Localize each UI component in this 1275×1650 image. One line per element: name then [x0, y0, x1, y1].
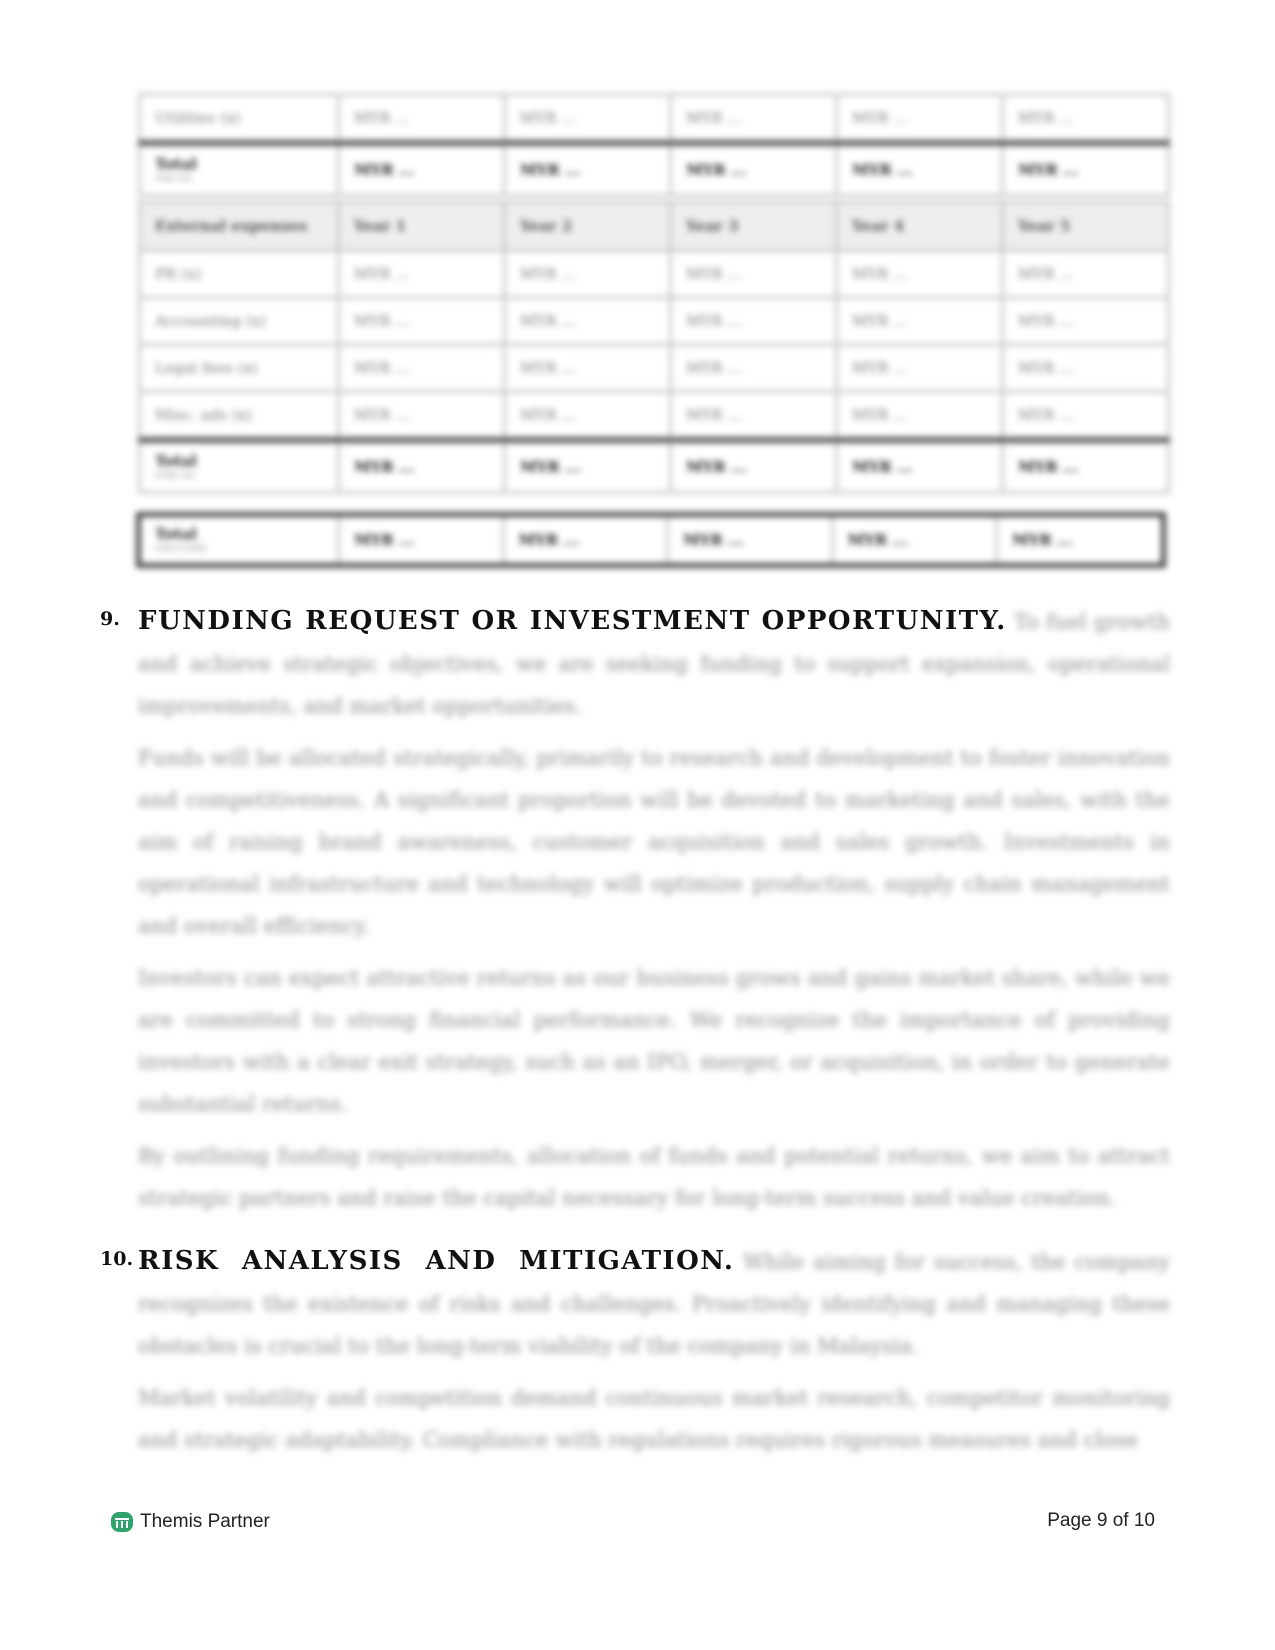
section-heading: RISK ANALYSIS AND MITIGATION. [138, 1246, 735, 1276]
table-cell: MYR ... [837, 143, 1003, 196]
table-row [140, 95, 1169, 144]
table-cell: MYR ... [1003, 251, 1169, 298]
section-lead-paragraph [138, 1240, 1170, 1367]
brand-name: Themis Partner [140, 1511, 270, 1532]
total-label: Total [155, 452, 197, 470]
table-cell: MYR ... [1003, 143, 1169, 196]
table-cell: MYR ... [339, 345, 505, 392]
table-cell: MYR ... [837, 440, 1003, 493]
external-expenses-table [138, 200, 1170, 494]
table-cell: MYR ... [1003, 95, 1169, 144]
page-number: Page 9 of 10 [1047, 1510, 1155, 1531]
section-heading: FUNDING REQUEST OR INVESTMENT OPPORTUNITY. [138, 606, 1007, 636]
table-cell: MYR ... [339, 251, 505, 298]
table-cell: MYR ... [505, 298, 671, 345]
grand-total-table [141, 517, 1161, 563]
grand-total-sublabel: (vii)+(viii) [155, 543, 207, 554]
table-cell: MYR ... [671, 440, 837, 493]
table-cell: MYR ... [1003, 440, 1169, 493]
table-cell: MYR ... [668, 517, 833, 563]
column-header: Year 1 [339, 202, 505, 251]
row-label: Accounting (x) [140, 298, 339, 345]
column-header: Year 5 [1003, 202, 1169, 251]
table-cell: MYR ... [671, 95, 837, 144]
table-cell: MYR ... [505, 143, 671, 196]
table-row [140, 298, 1169, 345]
table-row [140, 392, 1169, 441]
column-header: Year 2 [505, 202, 671, 251]
table-cell: MYR ... [1003, 298, 1169, 345]
table-cell: MYR ... [1003, 392, 1169, 441]
body-paragraph: Funds will be allocated strategically, primarily to research and development to foster innovation and competitiveness. A significant proportion will be devoted to marketing and sales, with the aim of raising brand awareness, customer acquisition and sales growth. Investments in operational infrastructure and technology will optimize production, supply chain management and overall efficiency. [138, 746, 1170, 938]
total-sublabel: (viii) (x) [155, 470, 195, 481]
expenses-table-top [138, 93, 1170, 197]
section-number: 9. [100, 608, 120, 630]
table-cell: MYR ... [837, 298, 1003, 345]
table-total-row [140, 440, 1169, 493]
total-sublabel: (vii) (x) [155, 173, 192, 184]
table-cell: MYR ... [837, 345, 1003, 392]
table-cell: MYR ... [671, 251, 837, 298]
table-cell: MYR ... [505, 392, 671, 441]
brand [110, 1510, 270, 1534]
table-total-row [140, 143, 1169, 196]
table-cell: MYR ... [339, 143, 505, 196]
table-cell: MYR ... [837, 251, 1003, 298]
table-cell: MYR ... [505, 95, 671, 144]
table-row [140, 345, 1169, 392]
column-header: Year 3 [671, 202, 837, 251]
table-cell: MYR ... [339, 517, 504, 563]
table-cell: MYR ... [339, 95, 505, 144]
table-cell: MYR ... [339, 298, 505, 345]
column-header: Year 4 [837, 202, 1003, 251]
page-footer [110, 1510, 1155, 1540]
themis-logo-icon [110, 1510, 134, 1534]
grand-total-label: Total [155, 525, 197, 543]
table-cell: MYR ... [832, 517, 997, 563]
body-paragraph: By outlining funding requirements, allocation of funds and potential returns, we aim to attract strategic partners and raise the capital necessary for long-term success and value creation. [138, 1144, 1170, 1210]
row-label: Legal fees (x) [140, 345, 339, 392]
table-grand-total-row [141, 517, 1161, 563]
section-number: 10. [100, 1248, 134, 1270]
table-cell: MYR ... [671, 345, 837, 392]
table-cell: MYR ... [671, 392, 837, 441]
lead-text: While aiming for success, the company recognizes the existence of risks and challenges. Proactively identifying and managing these obstacles is crucial to the long-term viability of the company in Malaysia. [138, 1250, 1170, 1358]
row-label: PR (x) [140, 251, 339, 298]
table-cell: MYR ... [505, 251, 671, 298]
section-risk-analysis [100, 1240, 1170, 1471]
column-header: External expenses [140, 202, 339, 251]
table-cell: MYR ... [671, 143, 837, 196]
lead-text: To fuel growth and achieve strategic objectives, we are seeking funding to support expansion, operational improvements, and market opportunities. [138, 610, 1171, 718]
body-paragraph: Market volatility and competition demand continuous market research, competitor monitoring and strategic adaptability. Compliance with regulations requires rigorous measures and close [138, 1386, 1170, 1452]
table-row [140, 251, 1169, 298]
table-cell: MYR ... [505, 345, 671, 392]
table-cell: MYR ... [339, 392, 505, 441]
table-cell: MYR ... [997, 517, 1162, 563]
table-cell: MYR ... [671, 298, 837, 345]
table-cell: MYR ... [1003, 345, 1169, 392]
table-cell: MYR ... [503, 517, 668, 563]
grand-total-box [136, 512, 1166, 568]
section-funding-request [100, 600, 1170, 1229]
table-cell: MYR ... [837, 392, 1003, 441]
row-label: Utilities (x) [140, 95, 339, 144]
body-paragraph: Investors can expect attractive returns as our business grows and gains market share, while we are committed to strong financial performance. We recognize the importance of providing investors with a clear exit strategy, such as an IPO, merger, or acquisition, in order to generate substantial returns. [138, 966, 1170, 1116]
section-lead-paragraph [138, 600, 1170, 727]
table-header-row [140, 202, 1169, 251]
row-label: Misc. ads (x) [140, 392, 339, 441]
table-cell: MYR ... [339, 440, 505, 493]
table-cell: MYR ... [505, 440, 671, 493]
total-label: Total [155, 155, 197, 173]
table-cell: MYR ... [837, 95, 1003, 144]
